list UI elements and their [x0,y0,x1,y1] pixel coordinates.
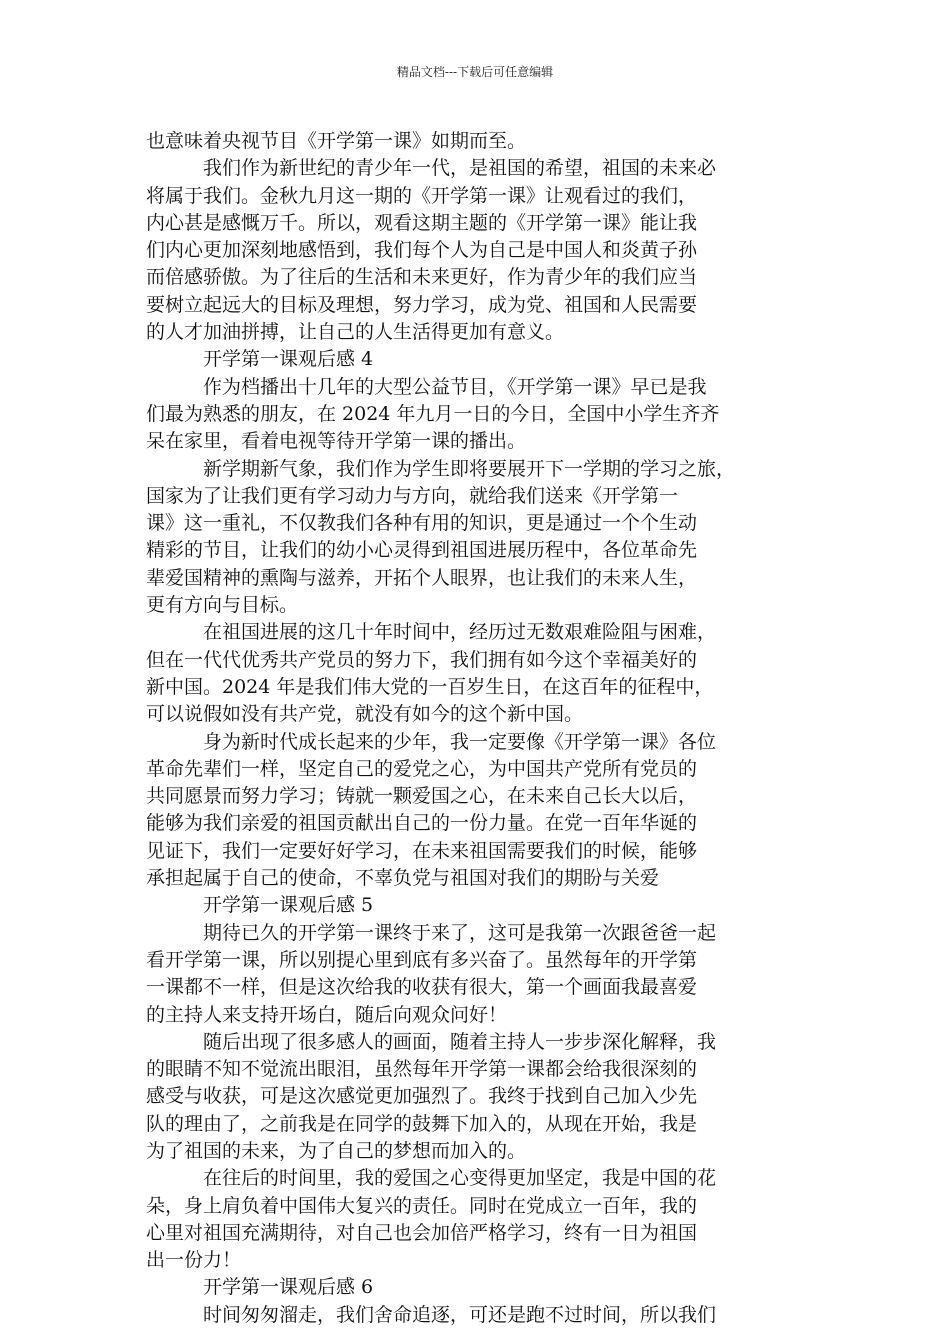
text-line: 在祖国进展的这几十年时间中，经历过无数艰难险阻与困难， [203,621,717,644]
text-line: 我们作为新世纪的青少年一代，是祖国的希望，祖国的未来必 [203,157,717,180]
text-line: 共同愿景而努力学习；铸就一颗爱国之心，在未来自己长大以后， [146,785,698,808]
text-line: 们最为熟悉的朋友，在 2024 年九月一日的今日，全国中小学生齐齐 [146,402,720,425]
text-line: 将属于我们。金秋九月这一期的《开学第一课》让观看过的我们， [146,184,698,207]
text-line: 一课都不一样，但是这次给我的收获有很大，第一个画面我最喜爱 [146,976,698,999]
text-line: 呆在家里，看着电视等待开学第一课的播出。 [146,430,527,453]
document-body [146,128,818,1329]
text-line: 随后出现了很多感人的画面，随着主持人一步步深化解释，我 [203,1030,717,1053]
text-line: 身为新时代成长起来的少年，我一定要像《开学第一课》各位 [203,730,717,753]
text-line: 们内心更加深刻地感悟到，我们每个人为自己是中国人和炎黄子孙 [146,239,698,262]
text-line: 朵，身上肩负着中国伟大复兴的责任。同时在党成立一百年，我的 [146,1194,698,1217]
text-line: 国家为了让我们更有学习动力与方向，就给我们送来《开学第一 [146,484,679,507]
text-line: 也意味着央视节目《开学第一课》如期而至。 [146,130,527,152]
text-line: 的主持人来支持开场白，随后向观众问好！ [146,1003,508,1026]
text-line: 新中国。2024 年是我们伟大党的一百岁生日，在这百年的征程中， [146,675,714,698]
text-line: 开学第一课观后感 6 [203,1276,374,1299]
text-line: 可以说假如没有共产党，就没有如今的这个新中国。 [146,703,584,726]
page-header: 精品文档---下载后可任意编辑 [396,65,554,79]
text-line: 作为档播出十几年的大型公益节目，《开学第一课》早已是我 [203,375,707,398]
text-line: 心里对祖国充满期待，对自己也会加倍严格学习，终有一日为祖国 [146,1221,698,1244]
text-line: 但在一代代优秀共产党员的努力下，我们拥有如今这个幸福美好的 [146,648,698,671]
text-line: 而倍感骄傲。为了往后的生活和未来更好，作为青少年的我们应当 [146,266,698,289]
text-line: 新学期新气象，我们作为学生即将要展开下一学期的学习之旅， [203,457,736,480]
text-line: 的眼睛不知不觉流出眼泪，虽然每年开学第一课都会给我很深刻的 [146,1058,698,1081]
text-line: 辈爱国精神的熏陶与滋养，开拓个人眼界，也让我们的未来人生， [146,566,698,589]
text-line: 承担起属于自己的使命，不辜负党与祖国对我们的期盼与关爱 [146,867,660,890]
text-line: 出一份力！ [146,1249,242,1272]
text-line: 能够为我们亲爱的祖国贡献出自己的一份力量。在党一百年华诞的 [146,812,698,835]
text-line: 要树立起远大的目标及理想，努力学习，成为党、祖国和人民需要 [146,293,698,316]
text-line: 在往后的时间里，我的爱国之心变得更加坚定，我是中国的花 [203,1167,717,1190]
text-line: 为了祖国的未来，为了自己的梦想而加入的。 [146,1139,527,1162]
text-line: 感受与收获，可是这次感觉更加强烈了。我终于找到自己加入少先 [146,1085,698,1108]
text-line: 看开学第一课，所以别提心里到底有多兴奋了。虽然每年的开学第 [146,948,698,971]
text-line: 内心甚是感慨万千。所以，观看这期主题的《开学第一课》能让我 [146,211,698,234]
text-line: 革命先辈们一样，坚定自己的爱党之心，为中国共产党所有党员的 [146,757,698,780]
text-line: 课》这一重礼，不仅教我们各种有用的知识，更是通过一个个生动 [146,512,698,535]
text-line: 开学第一课观后感 5 [203,894,374,917]
text-line: 见证下，我们一定要好好学习，在未来祖国需要我们的时候，能够 [146,839,698,862]
text-line: 精彩的节目，让我们的幼小心灵得到祖国进展历程中，各位革命先 [146,539,698,562]
text-line: 时间匆匆溜走，我们舍命追逐，可还是跑不过时间，所以我们 [203,1303,717,1326]
text-line: 的人才加油拼搏，让自己的人生活得更加有意义。 [146,321,565,344]
text-line: 期待已久的开学第一课终于来了，这可是我第一次跟爸爸一起 [203,921,717,944]
text-line: 开学第一课观后感 4 [203,348,374,371]
text-line: 队的理由了，之前我是在同学的鼓舞下加入的，从现在开始，我是 [146,1112,698,1135]
text-line: 更有方向与目标。 [146,594,299,617]
